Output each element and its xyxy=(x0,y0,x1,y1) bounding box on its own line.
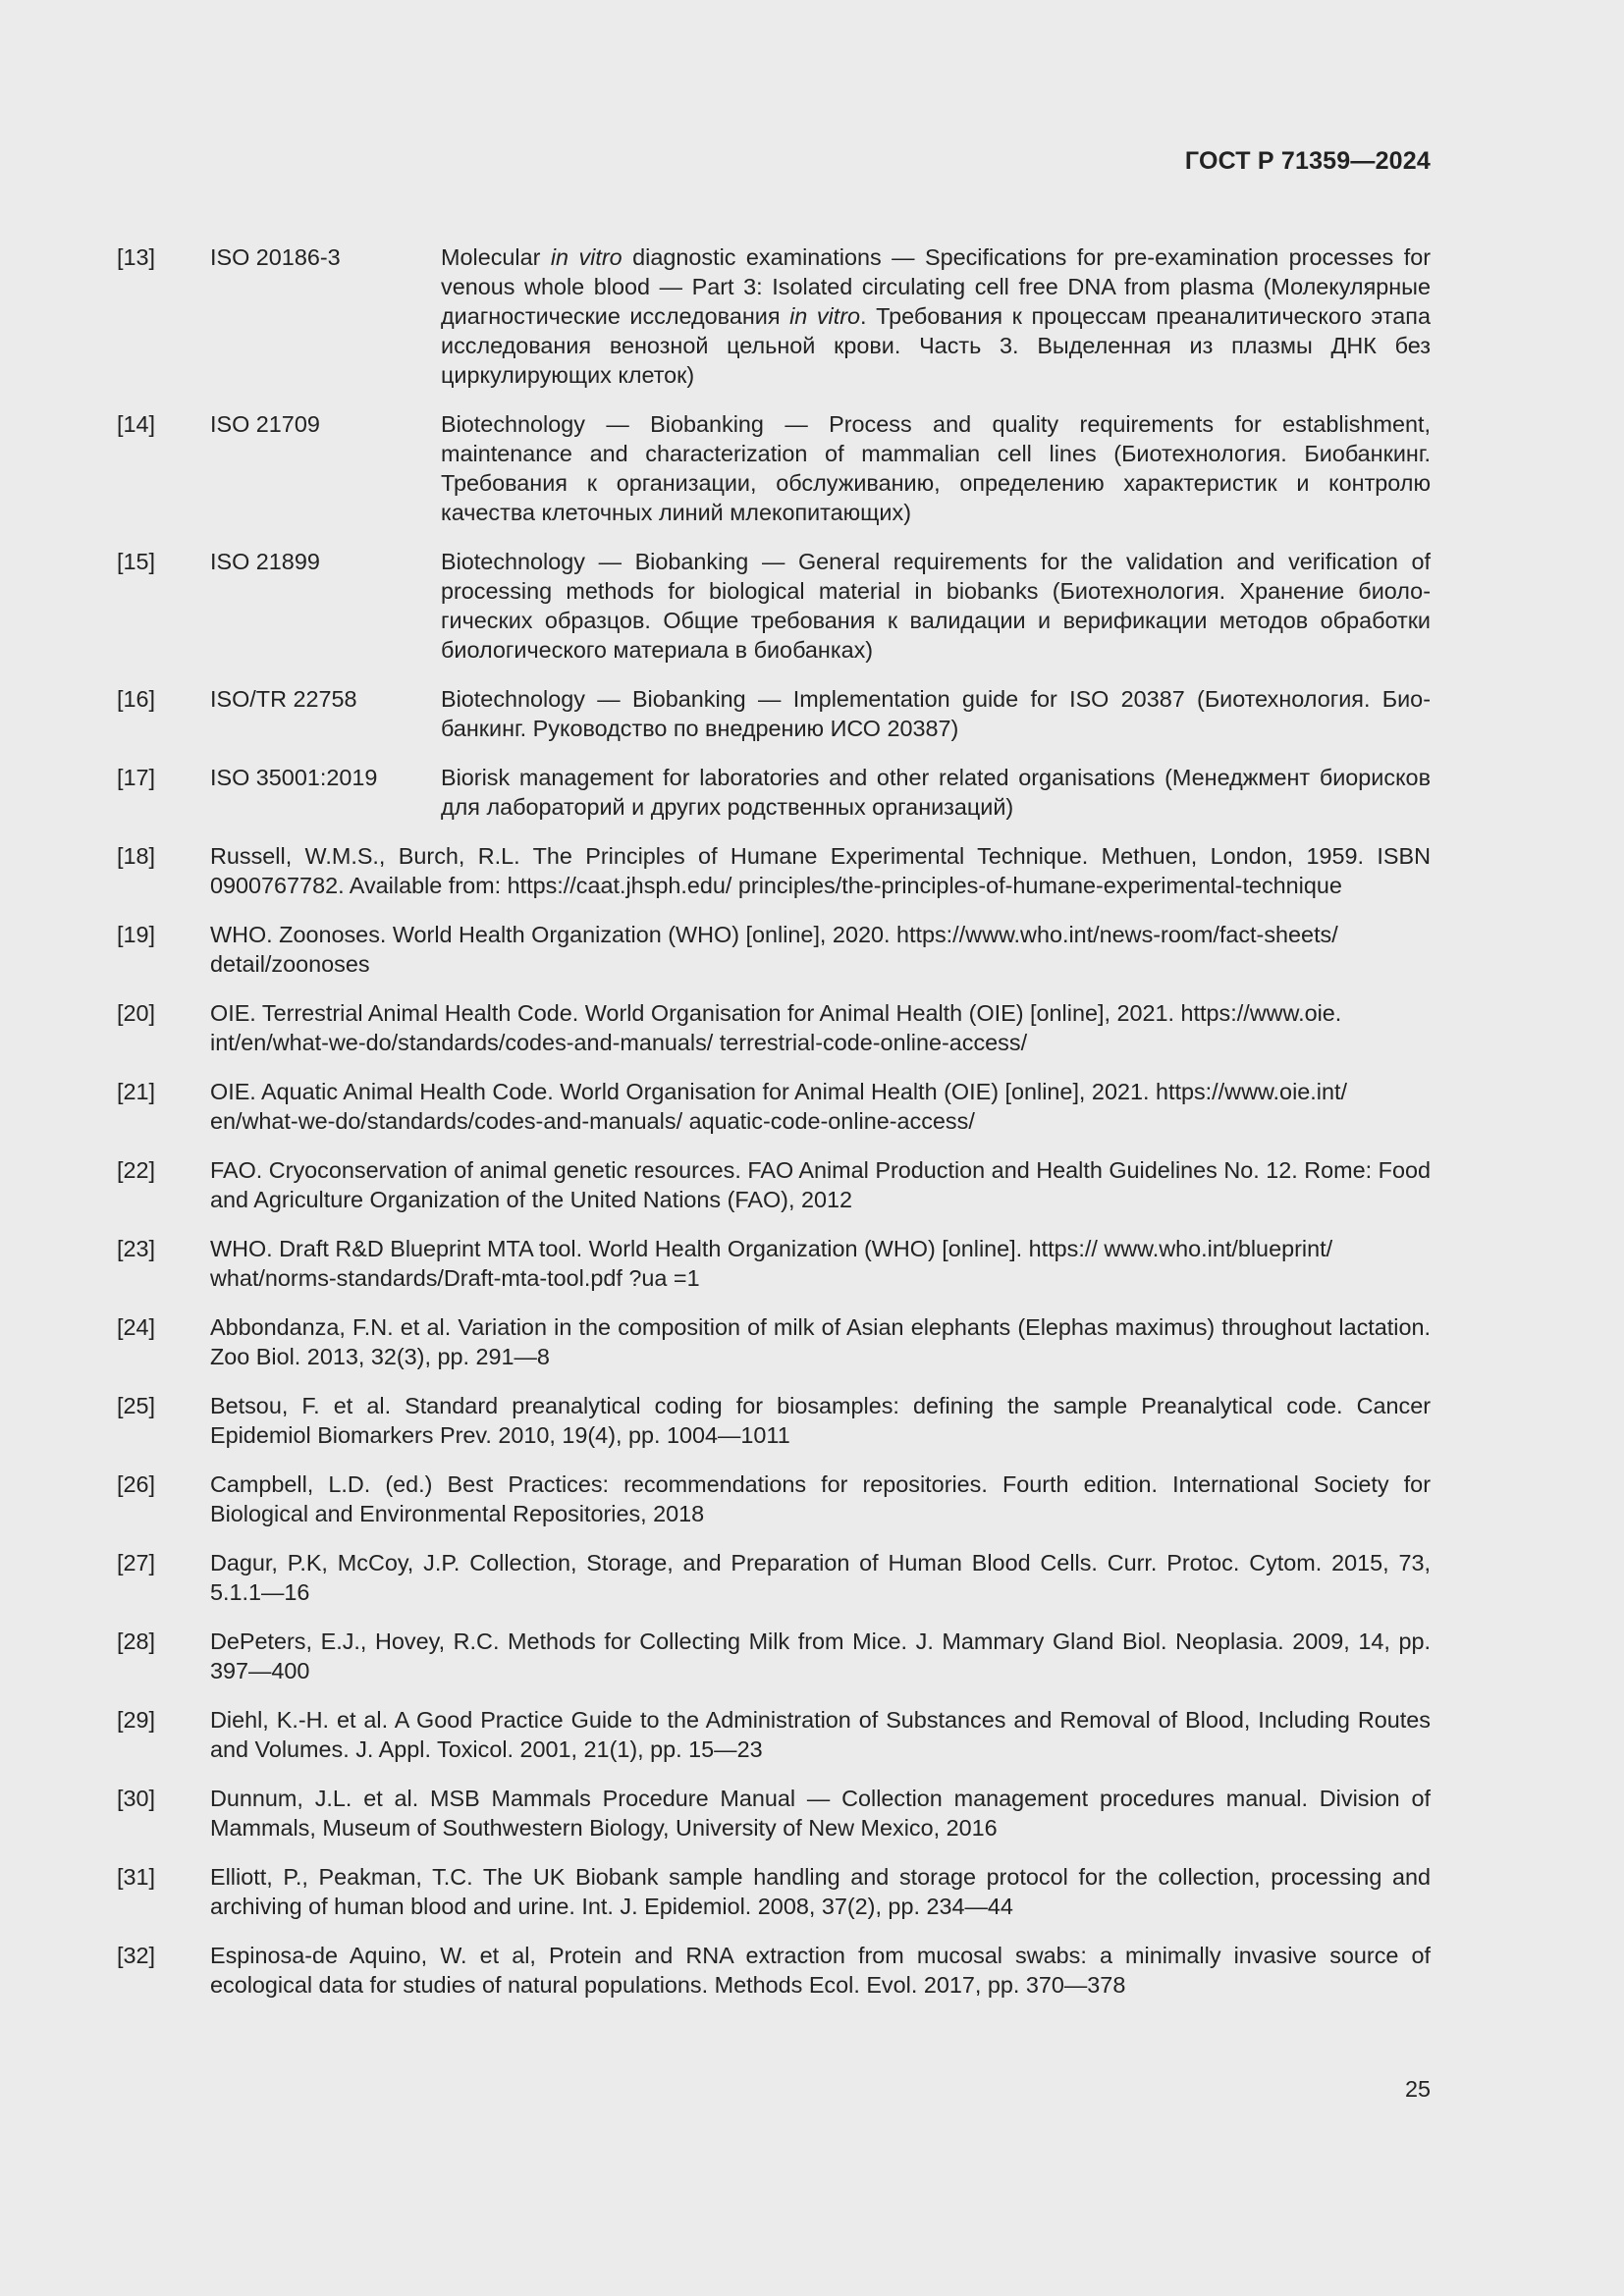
standard-ref-13 xyxy=(117,242,1431,390)
ref-number: [13] xyxy=(117,244,156,270)
ref-citation: Diehl, K.-H. et al. A Good Practice Guide to the Administration of Substances and Removal of Blood, Including Routes and Volumes. J. Appl. Toxicol. 2001, 21(1), pp. 15—23 xyxy=(210,1707,1431,1762)
ref-number: [14] xyxy=(117,411,156,437)
literature-ref-30 xyxy=(117,1784,1431,1842)
ref-standard-code: ISO/TR 22758 xyxy=(210,686,357,712)
ref-citation: WHO. Draft R&D Blueprint MTA tool. World Health Organization (WHO) [online]. https:// www.who.int/blueprint/ what/norms-standards/Draft-mta-tool.pdf ?ua =1 xyxy=(210,1236,1333,1291)
ref-citation: WHO. Zoonoses. World Health Organization (WHO) [online], 2020. https://www.who.int/news-room/fact-sheets/ detail/zoonoses xyxy=(210,922,1338,977)
ref-title: Biotechnology — Biobanking — Process and quality requirements for establishment, maintenance and characterization of mammalian cell lines (Биотехнология. Биобанкинг. Требования к организации, обслуживанию, определению характеристик и контролю качества клеточных линий млекопитающих) xyxy=(441,411,1431,525)
ref-standard-code: ISO 20186-3 xyxy=(210,244,341,270)
ref-citation: Elliott, P., Peakman, T.C. The UK Biobank sample handling and storage protocol for the collection, processing and archiving of human blood and urine. Int. J. Epidemiol. 2008, 37(2), pp. 234—44 xyxy=(210,1864,1431,1919)
ref-number: [17] xyxy=(117,765,156,790)
page-number: 25 xyxy=(1404,2076,1431,2102)
standard-ref-15 xyxy=(117,547,1431,665)
ref-citation: FAO. Cryoconservation of animal genetic resources. FAO Animal Production and Health Guidelines No. 12. Rome: Food and Agriculture Organization of the United Nations (FAO), 2012 xyxy=(210,1157,1431,1212)
document-header: ГОСТ Р 71359—2024 xyxy=(1184,147,1431,175)
ref-citation: Abbondanza, F.N. et al. Variation in the composition of milk of Asian elephants (Elephas maximus) throughout lactation. Zoo Biol. 2013, 32(3), pp. 291—8 xyxy=(210,1314,1431,1369)
ref-citation: Betsou, F. et al. Standard preanalytical coding for biosamples: defining the sample Preanalytical code. Cancer Epidemiol Biomarkers Prev. 2010, 19(4), pp. 1004—1011 xyxy=(210,1393,1431,1448)
ref-number: [32] xyxy=(117,1943,156,1968)
ref-standard-code: ISO 35001:2019 xyxy=(210,765,378,790)
literature-ref-19 xyxy=(117,920,1431,979)
ref-number: [23] xyxy=(117,1236,156,1261)
ref-number: [30] xyxy=(117,1786,156,1811)
ref-number: [15] xyxy=(117,549,156,574)
italic-term: in vitro xyxy=(550,244,623,270)
ref-citation: Dagur, P.K, McCoy, J.P. Collection, Storage, and Preparation of Human Blood Cells. Curr. Protoc. Cytom. 2015, 73, 5.1.1—16 xyxy=(210,1550,1431,1605)
ref-number: [26] xyxy=(117,1471,156,1497)
ref-citation: DePeters, E.J., Hovey, R.C. Methods for Collecting Milk from Mice. J. Mammary Gland Biol. Neoplasia. 2009, 14, pp. 397—400 xyxy=(210,1629,1431,1683)
literature-ref-22 xyxy=(117,1155,1431,1214)
standard-ref-17 xyxy=(117,763,1431,822)
ref-title: Biotechnology — Biobanking — Implementation guide for ISO 20387 (Биотехнология. Биобанкинг. Руководство по внедрению ИСО 20387) xyxy=(441,686,1431,741)
ref-citation: Campbell, L.D. (ed.) Best Practices: recommendations for repositories. Fourth edition. International Society for Biological and Environmental Repositories, 2018 xyxy=(210,1471,1431,1526)
bibliography-list xyxy=(117,242,1431,2019)
ref-citation: Espinosa-de Aquino, W. et al, Protein and RNA extraction from mucosal swabs: a minimally invasive source of ecological data for studies of natural populations. Methods Ecol. Evol. 2017, pp. 370—378 xyxy=(210,1943,1431,1998)
ref-citation: OIE. Terrestrial Animal Health Code. World Organisation for Animal Health (OIE) [online], 2021. https://www.oie. int/en/what-we-do/standards/codes-and-manuals/ terrestrial-code-online-access/ xyxy=(210,1000,1342,1055)
literature-ref-20 xyxy=(117,998,1431,1057)
ref-number: [16] xyxy=(117,686,156,712)
ref-title: Biotechnology — Biobanking — General requirements for the validation and verification of processing methods for biological material in biobanks (Биотехнология. Хранение биологических образцов. Общие требования к валидации и верификации методов обработки биологического материала в биобанках) xyxy=(441,549,1431,663)
literature-ref-29 xyxy=(117,1705,1431,1764)
ref-standard-code: ISO 21709 xyxy=(210,411,320,437)
ref-number: [22] xyxy=(117,1157,156,1183)
standard-ref-16 xyxy=(117,684,1431,743)
ref-citation: Russell, W.M.S., Burch, R.L. The Principles of Humane Experimental Technique. Methuen, London, 1959. ISBN 0900767782. Available from: https://caat.jhsph.edu/ principles/the-principles-of-humane-experimental-technique xyxy=(210,843,1431,898)
ref-number: [21] xyxy=(117,1079,156,1104)
literature-ref-26 xyxy=(117,1469,1431,1528)
ref-number: [27] xyxy=(117,1550,156,1575)
literature-ref-24 xyxy=(117,1312,1431,1371)
ref-number: [29] xyxy=(117,1707,156,1733)
literature-ref-27 xyxy=(117,1548,1431,1607)
literature-ref-28 xyxy=(117,1627,1431,1685)
ref-citation: Dunnum, J.L. et al. MSB Mammals Procedure Manual — Collection management procedures manual. Division of Mammals, Museum of Southwestern Biology, University of New Mexico, 2016 xyxy=(210,1786,1431,1841)
ref-number: [31] xyxy=(117,1864,156,1890)
ref-number: [24] xyxy=(117,1314,156,1340)
ref-title: Biorisk management for laboratories and other related organisations (Менеджмент биорисков для лабораторий и других родственных организаций) xyxy=(441,765,1431,820)
literature-ref-18 xyxy=(117,841,1431,900)
literature-ref-32 xyxy=(117,1941,1431,2000)
ref-standard-code: ISO 21899 xyxy=(210,549,320,574)
literature-ref-31 xyxy=(117,1862,1431,1921)
literature-ref-21 xyxy=(117,1077,1431,1136)
ref-number: [28] xyxy=(117,1629,156,1654)
ref-citation: OIE. Aquatic Animal Health Code. World Organisation for Animal Health (OIE) [online], 2021. https://www.oie.int/ en/what-we-do/standards/codes-and-manuals/ aquatic-code-online-access/ xyxy=(210,1079,1347,1134)
ref-number: [20] xyxy=(117,1000,156,1026)
ref-number: [18] xyxy=(117,843,156,869)
literature-ref-25 xyxy=(117,1391,1431,1450)
italic-term: in vitro xyxy=(789,303,861,329)
ref-number: [19] xyxy=(117,922,156,947)
ref-number: [25] xyxy=(117,1393,156,1418)
ref-title: Molecular in vitro diagnostic examinations — Specifications for pre-examination processes for venous whole blood — Part 3: Isolated circulating cell free DNA from plasma (Молекулярные диагностические исследования in vitro. Требования к процессам преаналитического этапа исследования венозной цельной крови. Часть 3. Выделенная из плазмы ДНК без циркулирующих клеток) xyxy=(441,244,1431,388)
literature-ref-23 xyxy=(117,1234,1431,1293)
standard-ref-14 xyxy=(117,409,1431,527)
